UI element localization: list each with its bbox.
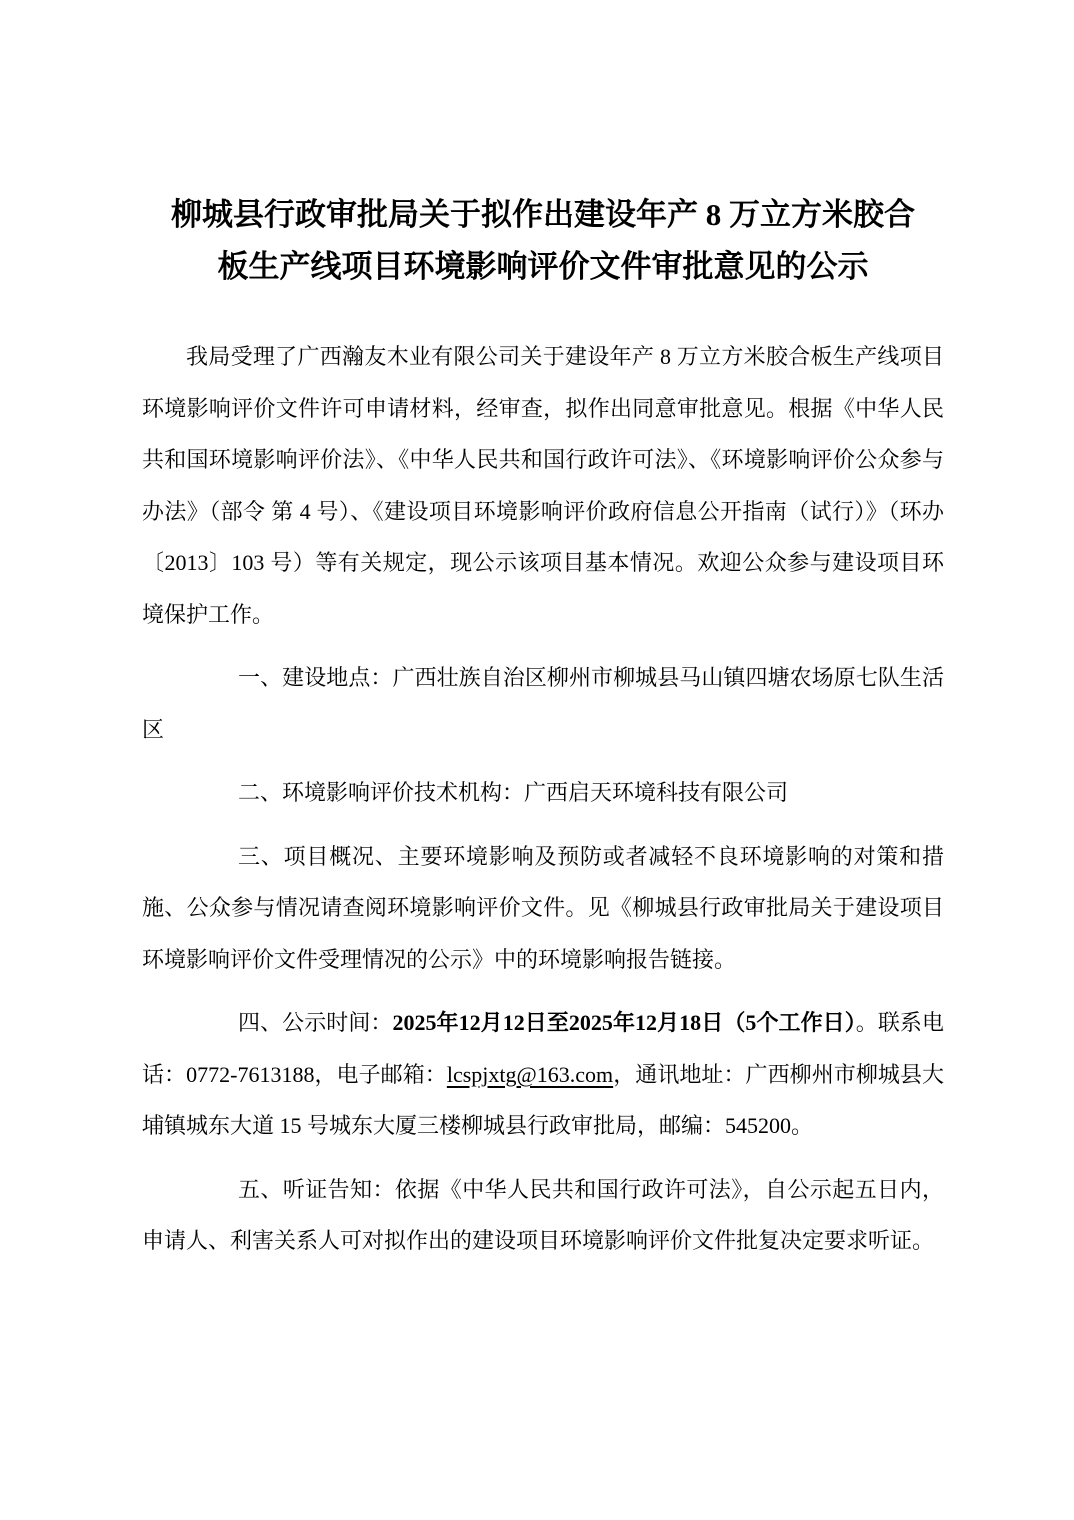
contact-phone-text: 。联系电话：0772-7613188，电子邮箱：	[142, 1010, 944, 1087]
item-eia-agency: 二、环境影响评价技术机构：广西启天环境科技有限公司	[238, 780, 789, 805]
document-title	[142, 189, 944, 293]
title-line-2: 板生产线项目环境影响评价文件审批意见的公示	[217, 249, 869, 284]
contact-address-text: ，通讯地址：广西柳州市柳城县大埔镇城东大道 15 号城东大厦三楼柳城县行政审批局，邮编：545200。	[142, 1061, 944, 1138]
contact-email-link[interactable]: lcspjxtg@163.com	[446, 1061, 614, 1087]
item-project-overview: 三、项目概况、主要环境影响及预防或者减轻不良环境影响的对策和措施、公众参与情况请查阅环境影响评价文件。见《柳城县行政审批局关于建设项目环境影响评价文件受理情况的公示》中的环境影响报告链接。	[142, 843, 944, 972]
intro-paragraph: 我局受理了广西瀚友木业有限公司关于建设年产 8 万立方米胶合板生产线项目环境影响评价文件许可申请材料，经审查，拟作出同意审批意见。根据《中华人民共和国环境影响评价法》、《中华人民共和国行政许可法》、《环境影响评价公众参与办法》（部令 第 4 号）、《建设项目环境影响评价政府信息公开指南（试行）》（环办〔2013〕103 号）等有关规定，现公示该项目基本情况。欢迎公众参与建设项目环境保护工作。	[142, 344, 944, 627]
title-line-1: 柳城县行政审批局关于拟作出建设年产 8 万立方米胶合	[171, 197, 915, 232]
publicity-period-label: 四、公示时间：	[238, 1010, 393, 1035]
publicity-date-range: 2025年12月12日至2025年12月18日（5个工作日）	[392, 1010, 856, 1035]
item-construction-location: 一、建设地点：广西壮族自治区柳州市柳城县马山镇四塘农场原七队生活区	[142, 665, 944, 742]
item-hearing-notice: 五、听证告知：依据《中华人民共和国行政许可法》，自公示起五日内，申请人、利害关系人可对拟作出的建设项目环境影响评价文件批复决定要求听证。	[142, 1176, 944, 1253]
item-publicity-period	[142, 997, 944, 1152]
